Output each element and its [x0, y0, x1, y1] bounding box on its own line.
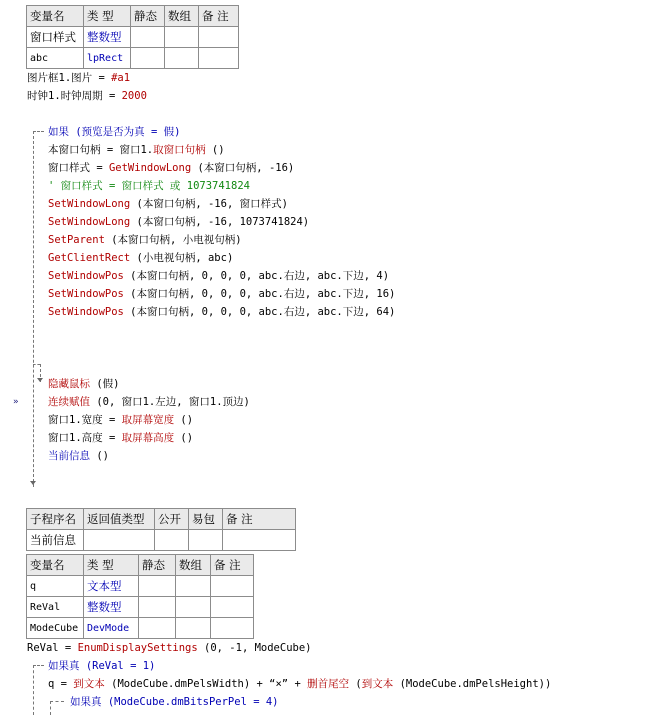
array-cell[interactable]: [165, 48, 199, 69]
header-type: 类 型: [84, 555, 139, 576]
code-line-current[interactable]: 连续赋值 (0, 窗口1.左边, 窗口1.顶边): [48, 396, 250, 408]
code-line[interactable]: 当前信息 (): [48, 450, 109, 462]
header-note: 备 注: [199, 6, 239, 27]
array-cell[interactable]: [176, 576, 211, 597]
header-sub-name: 子程序名: [27, 509, 84, 530]
var-name-cell[interactable]: ModeCube: [27, 618, 84, 639]
return-type-cell[interactable]: [84, 530, 155, 551]
var-type-cell[interactable]: 整数型: [84, 27, 131, 48]
table-row[interactable]: [27, 48, 239, 69]
var-type-cell[interactable]: 文本型: [84, 576, 139, 597]
header-array: 数组: [165, 6, 199, 27]
code-line[interactable]: q = 到文本 (ModeCube.dmPelsWidth) + “×” + 删首尾空 (到文本 (ModeCube.dmPelsHeight)): [48, 678, 552, 690]
easy-pkg-cell[interactable]: [189, 530, 223, 551]
table-row[interactable]: [27, 597, 254, 618]
header-easy-pkg: 易包: [189, 509, 223, 530]
variable-table-header: [27, 555, 254, 576]
code-line[interactable]: ReVal = EnumDisplaySettings (0, -1, ModeCube): [27, 642, 312, 654]
code-line[interactable]: 窗口样式 = GetWindowLong (本窗口句柄, -16): [48, 162, 295, 174]
code-line[interactable]: SetWindowPos (本窗口句柄, 0, 0, 0, abc.右边, abc.下边, 16): [48, 288, 396, 300]
if-true-guide-line: [33, 665, 34, 715]
code-line[interactable]: 隐藏鼠标 (假): [48, 378, 120, 390]
note-cell[interactable]: [211, 576, 254, 597]
note-cell[interactable]: [223, 530, 296, 551]
table-row[interactable]: [27, 618, 254, 639]
if-block-guide-line: [33, 131, 34, 487]
static-cell[interactable]: [139, 618, 176, 639]
static-cell[interactable]: [131, 48, 165, 69]
code-line[interactable]: SetWindowPos (本窗口句柄, 0, 0, 0, abc.右边, abc.下边, 4): [48, 270, 390, 282]
header-note: 备 注: [211, 555, 254, 576]
header-return-type: 返回值类型: [84, 509, 155, 530]
code-line[interactable]: SetParent (本窗口句柄, 小电视句柄): [48, 234, 242, 246]
header-type: 类 型: [84, 6, 131, 27]
execution-arrow-icon: »: [13, 397, 19, 407]
code-line[interactable]: GetClientRect (小电视句柄, abc): [48, 252, 234, 264]
code-line-timer-assign[interactable]: 时钟1.时钟周期 = 2000: [27, 90, 147, 102]
code-line[interactable]: SetWindowPos (本窗口句柄, 0, 0, 0, abc.右边, abc.下边, 64): [48, 306, 396, 318]
header-note: 备 注: [223, 509, 296, 530]
if-header[interactable]: 如果 (预览是否为真 = 假): [48, 126, 181, 138]
header-static: 静态: [131, 6, 165, 27]
if-true-branch-guide: [33, 665, 44, 666]
note-cell[interactable]: [211, 618, 254, 639]
nested-if-guide-line: [50, 701, 51, 715]
variable-table-header: [27, 6, 239, 27]
subroutine-table: [26, 508, 296, 551]
code-line[interactable]: 窗口1.宽度 = 取屏幕宽度 (): [48, 414, 194, 426]
subroutine-table-header: [27, 509, 296, 530]
var-type-cell[interactable]: lpRect: [84, 48, 131, 69]
header-public: 公开: [155, 509, 189, 530]
var-name-cell[interactable]: abc: [27, 48, 84, 69]
code-line-picture-assign[interactable]: 图片框1.图片 = #a1: [27, 72, 131, 84]
else-branch-guide: [33, 364, 40, 365]
comment-line[interactable]: ' 窗口样式 = 窗口样式 或 1073741824: [48, 180, 250, 192]
var-name-cell[interactable]: 窗口样式: [27, 27, 84, 48]
if-true-header[interactable]: 如果真 (ReVal = 1): [48, 660, 156, 672]
var-type-cell[interactable]: 整数型: [84, 597, 139, 618]
table-row[interactable]: [27, 530, 296, 551]
note-cell[interactable]: [199, 27, 239, 48]
variable-table-2: [26, 554, 254, 639]
nested-if-branch-guide: [50, 701, 64, 702]
if-branch-guide: [33, 131, 44, 132]
var-name-cell[interactable]: q: [27, 576, 84, 597]
static-cell[interactable]: [131, 27, 165, 48]
header-var-name: 变量名: [27, 6, 84, 27]
nested-if-true-header[interactable]: 如果真 (ModeCube.dmBitsPerPel = 4): [70, 696, 279, 708]
static-cell[interactable]: [139, 597, 176, 618]
code-line[interactable]: 本窗口句柄 = 窗口1.取窗口句柄 (): [48, 144, 225, 156]
block-end-arrow-icon: [30, 481, 36, 485]
var-name-cell[interactable]: ReVal: [27, 597, 84, 618]
array-cell[interactable]: [176, 597, 211, 618]
variable-table-1: [26, 5, 239, 69]
header-array: 数组: [176, 555, 211, 576]
note-cell[interactable]: [199, 48, 239, 69]
header-var-name: 变量名: [27, 555, 84, 576]
else-arrow-icon: [37, 378, 43, 382]
code-line[interactable]: SetWindowLong (本窗口句柄, -16, 窗口样式): [48, 198, 288, 210]
note-cell[interactable]: [211, 597, 254, 618]
code-line[interactable]: SetWindowLong (本窗口句柄, -16, 1073741824): [48, 216, 310, 228]
public-cell[interactable]: [155, 530, 189, 551]
code-line[interactable]: 窗口1.高度 = 取屏幕高度 (): [48, 432, 194, 444]
array-cell[interactable]: [165, 27, 199, 48]
table-row[interactable]: [27, 27, 239, 48]
var-type-cell[interactable]: DevMode: [84, 618, 139, 639]
table-row[interactable]: [27, 576, 254, 597]
header-static: 静态: [139, 555, 176, 576]
array-cell[interactable]: [176, 618, 211, 639]
static-cell[interactable]: [139, 576, 176, 597]
sub-name-cell[interactable]: 当前信息: [27, 530, 84, 551]
